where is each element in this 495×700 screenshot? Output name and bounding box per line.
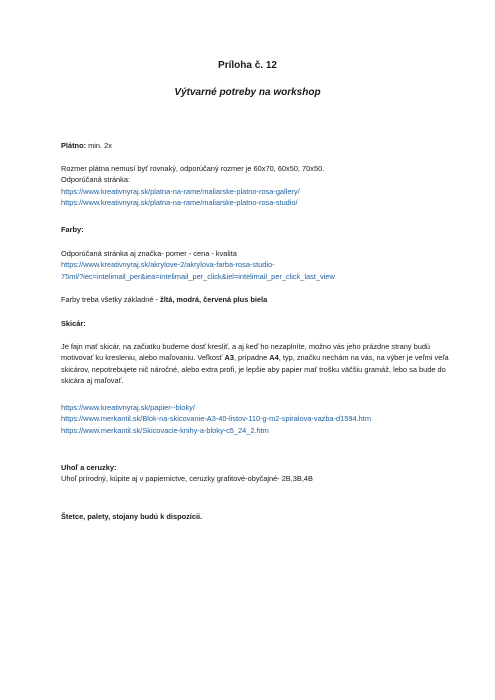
sketchbook-link-merkantil-a3[interactable]: https://www.merkantil.sk/Blok-na-skicovanie-A3-40-listov-110-g-m2-spiralova-vazba-d1594.htm — [61, 414, 371, 424]
sketchbook-link-kreativnyraj[interactable]: https://www.kreativnyraj.sk/papier--bloky/ — [61, 403, 195, 412]
sketchbook-text-1: Je fajn mať skicár, na začiatku budeme dosť kresliť, a aj keď ho nezaplníte, možno vás jeho prázdne strany budú motivovať ku kresleniu, alebo maľovaniu. Veľkosť — [61, 342, 431, 363]
footer-note-block — [61, 511, 456, 522]
canvas-link-gallery[interactable]: https://www.kreativnyraj.sk/platna-na-rame/maliarske-platno-rosa-gallery/ — [61, 186, 300, 196]
paints-label: Farby: — [61, 225, 84, 234]
paints-basic-colors: žltá, modrá, červená plus biela — [160, 295, 268, 304]
canvas-section — [61, 140, 456, 151]
paints-details — [61, 248, 456, 282]
canvas-label: Plátno: — [61, 141, 87, 150]
size-a3: A3 — [224, 353, 234, 363]
sketchbook-text-3: , typ, značku nechám na vás, na výber je veľmi veľa skicárov, nepotrebujete nič náročné, alebo extra profi, je lepšie aby papier mať trošku väčšiu gramáž, lebo sa bude do skicára aj maľovať. — [61, 353, 449, 386]
paints-link-part2[interactable]: 75ml/?iec=intelimail_per&iea=intelimail_per_click&iel=intelimail_per_click_last_view — [61, 271, 335, 281]
canvas-details — [61, 163, 456, 209]
paints-basic-prefix: Farby treba všetky základné - — [61, 295, 160, 304]
sketchbook-links — [61, 402, 456, 436]
sketchbook-text-2: , prípadne — [233, 353, 270, 363]
size-a4: A4 — [269, 353, 279, 363]
paints-recommendation: Odporúčaná stránka aj značka- pomer - cena - kvalita — [61, 249, 237, 258]
canvas-quantity: min. 2x — [88, 141, 112, 150]
canvas-size-text: Rozmer plátna nemusí byť rovnaký, odporúčaný rozmer je 60x70, 60x50, 70x50. — [61, 164, 325, 173]
paints-link-part1[interactable]: https://www.kreativnyraj.sk/akrylove-2/akrylova-farba-rosa-studio- — [61, 260, 275, 270]
charcoal-label: Uhoľ a ceruzky: — [61, 463, 117, 472]
canvas-recommended: Odporúčaná stránka: — [61, 175, 131, 185]
paints-section — [61, 224, 456, 235]
annex-number: Príloha č. 12 — [218, 60, 277, 71]
sketchbook-link-merkantil-books[interactable]: https://www.merkantil.sk/Skicovacie-knihy-a-bloky-c5_24_2.htm — [61, 425, 269, 435]
paints-colors — [61, 294, 456, 305]
footer-note: Štetce, palety, stojany budú k dispozícii. — [61, 512, 203, 521]
charcoal-section — [61, 462, 456, 485]
page-title: Výtvarné potreby na workshop — [174, 87, 321, 98]
sketchbook-label: Skicár: — [61, 319, 86, 328]
canvas-link-studio[interactable]: https://www.kreativnyraj.sk/platna-na-rame/maliarske-platno-rosa-studio/ — [61, 198, 298, 208]
charcoal-text: Uhoľ prírodný, kúpite aj v papiernictve, ceruzky grafitové-obyčajné- 2B,3B,4B — [61, 474, 313, 484]
sketchbook-section — [61, 318, 456, 329]
sketchbook-paragraph — [61, 341, 456, 387]
